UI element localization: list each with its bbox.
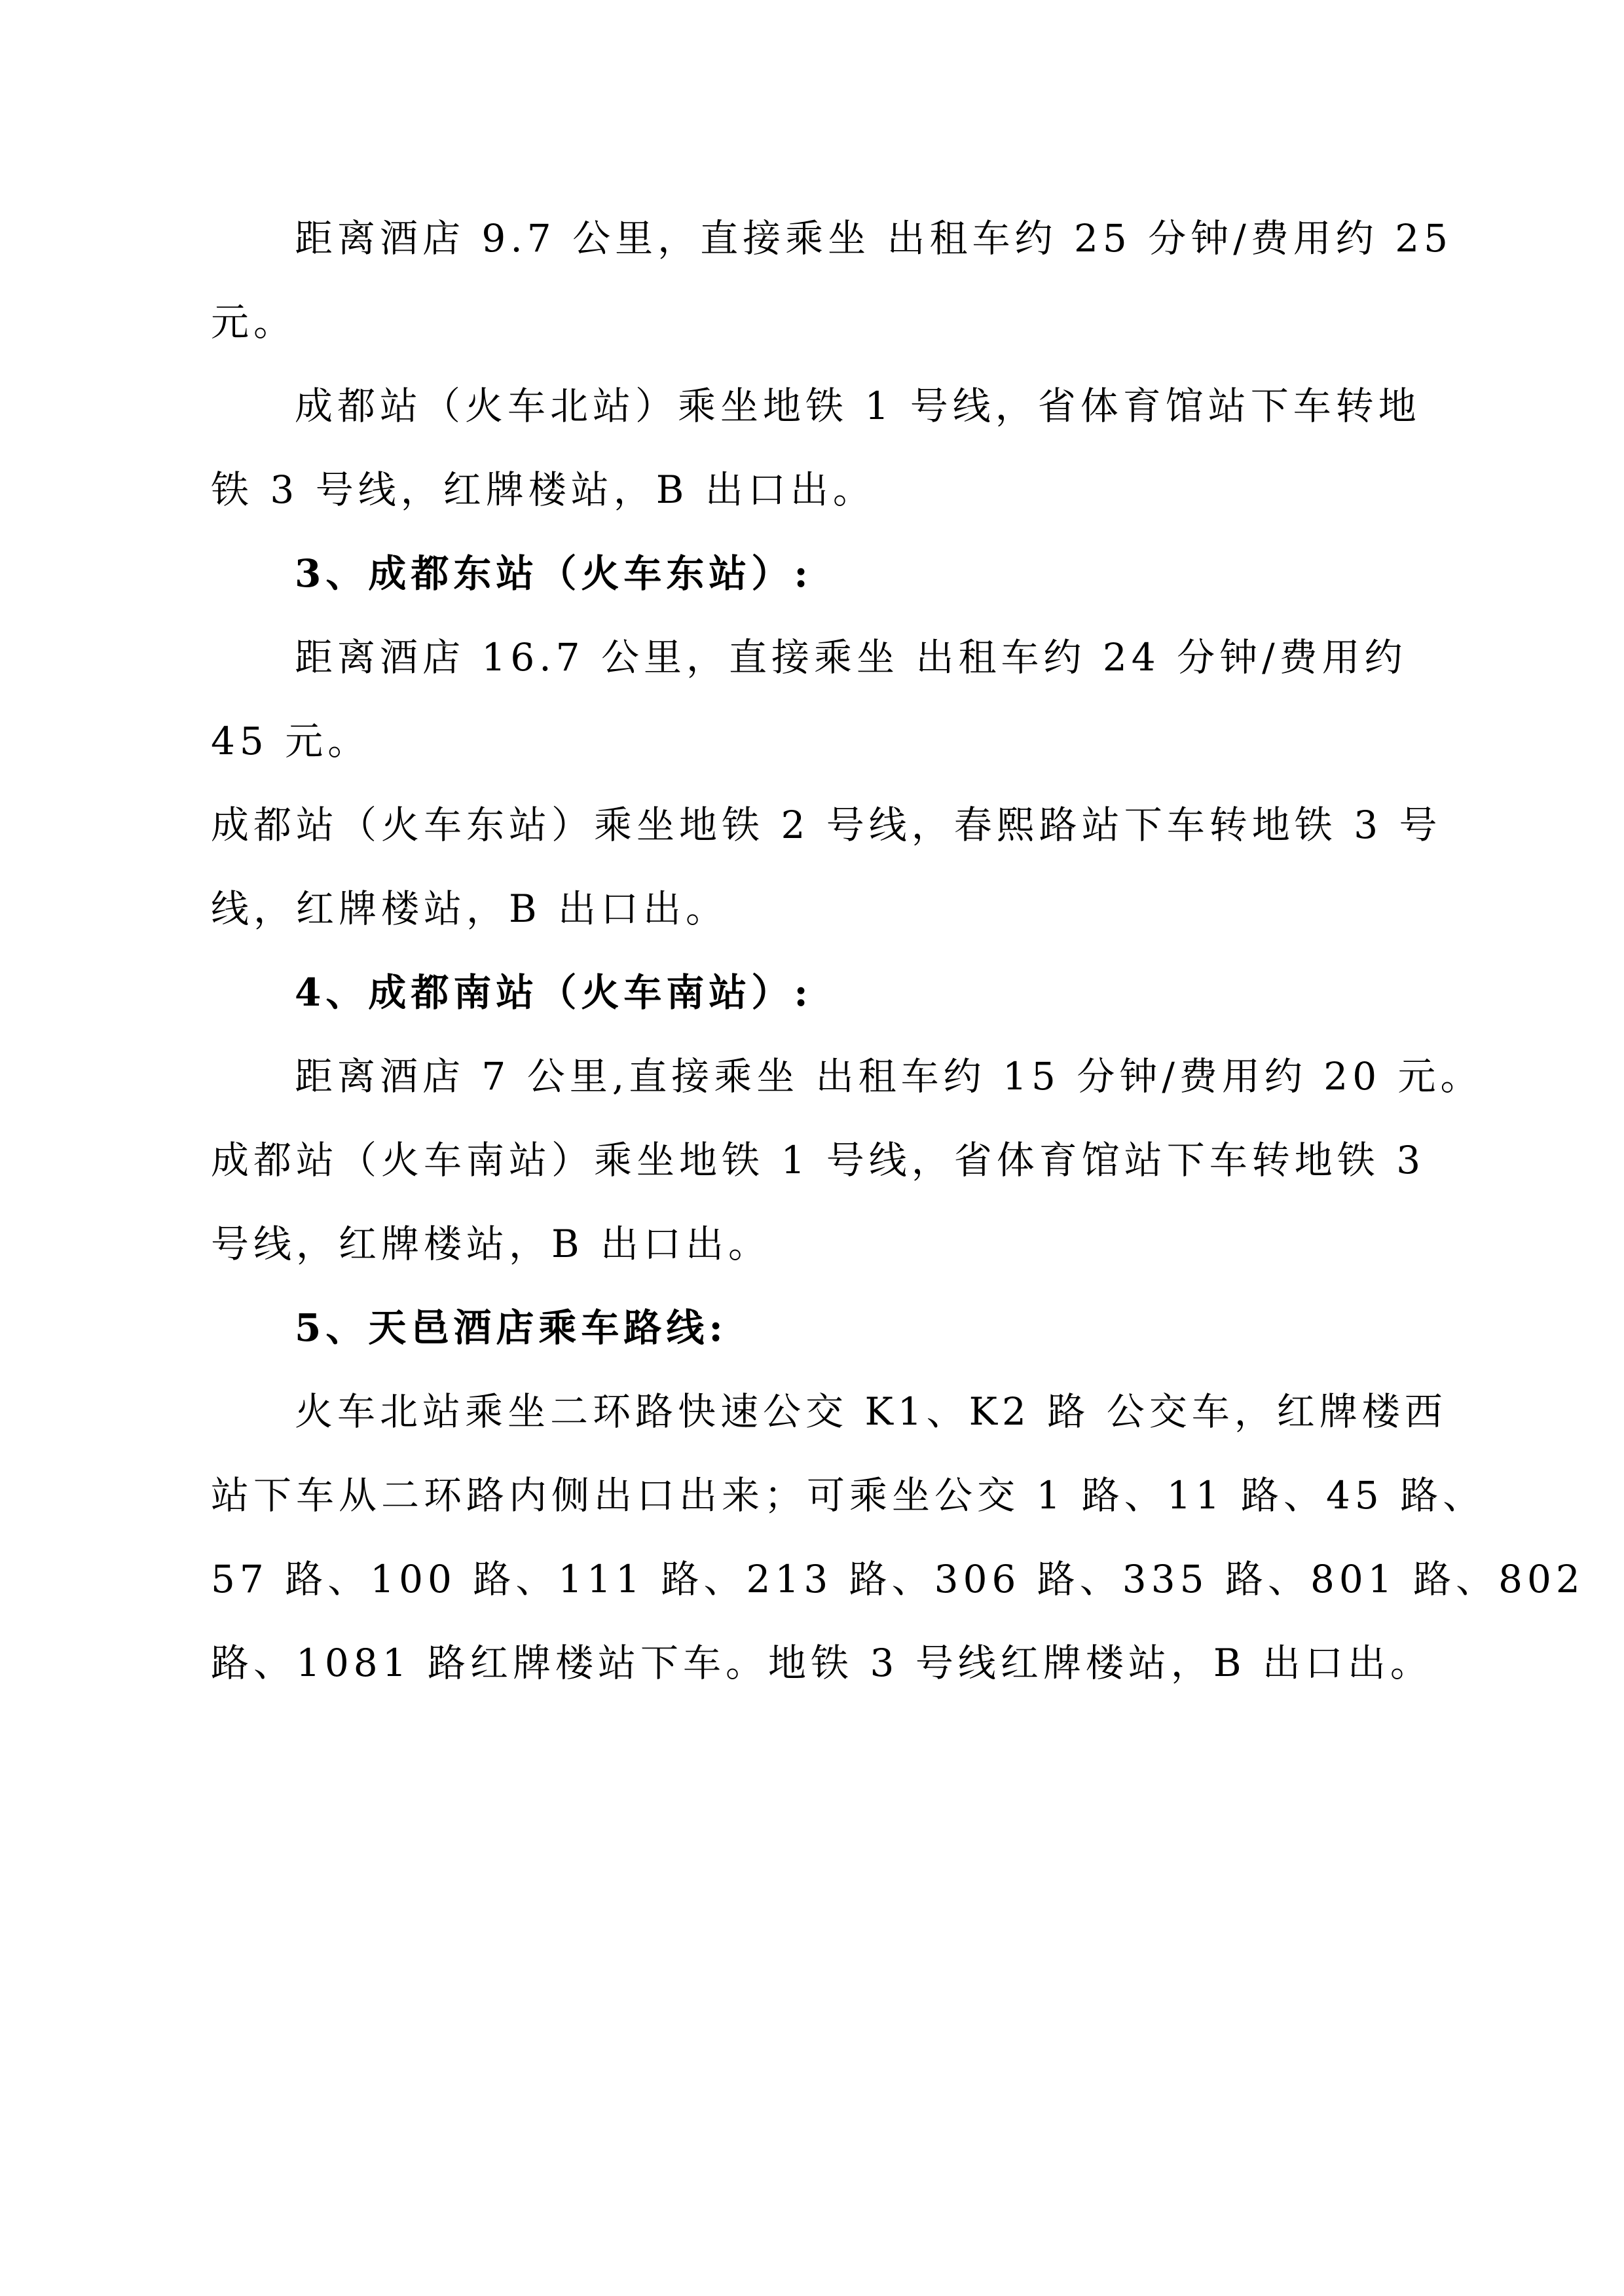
north-station-metro-text-cont: 铁 3 号线，红牌楼站，B 出口出。 (211, 467, 876, 512)
south-station-heading: 4、成都南站（火车南站）: (295, 970, 813, 1015)
north-station-metro-text: 成都站（火车北站）乘坐地铁 1 号线，省体育馆站下车转地 (295, 384, 1421, 428)
hotel-route-bus-text-cont-1: 站下车从二环路内侧出口出来；可乘坐公交 1 路、11 路、45 路、 (211, 1473, 1486, 1518)
east-station-distance-text-cont: 45 元。 (211, 719, 371, 763)
south-station-distance-text: 距离酒店 7 公里,直接乘坐 出租车约 15 分钟/费用约 20 元。 (295, 1054, 1483, 1099)
east-station-metro-text-cont: 线，红牌楼站，B 出口出。 (211, 886, 729, 931)
east-station-distance-text: 距离酒店 16.7 公里，直接乘坐 出租车约 24 分钟/费用约 (295, 635, 1407, 680)
hotel-route-bus-text-cont-2: 57 路、100 路、111 路、213 路、306 路、335 路、801 路、802 (211, 1557, 1585, 1601)
east-station-metro-text: 成都站（火车东站）乘坐地铁 2 号线，春熙路站下车转地铁 3 号 (211, 803, 1442, 847)
hotel-route-heading: 5、天邑酒店乘车路线: (295, 1305, 728, 1350)
south-station-metro-text: 成都站（火车南站）乘坐地铁 1 号线，省体育馆站下车转地铁 3 (211, 1138, 1426, 1182)
east-station-heading: 3、成都东站（火车东站）: (295, 551, 813, 596)
north-station-distance-text: 距离酒店 9.7 公里，直接乘坐 出租车约 25 分钟/费用约 25 (295, 216, 1453, 261)
document-body (211, 196, 1585, 1705)
hotel-route-bus-text-cont-3: 路、1081 路红牌楼站下车。地铁 3 号线红牌楼站，B 出口出。 (211, 1641, 1433, 1685)
south-station-metro-text-cont: 号线，红牌楼站，B 出口出。 (211, 1222, 771, 1266)
hotel-route-bus-text: 火车北站乘坐二环路快速公交 K1、K2 路 公交车，红牌楼西 (295, 1389, 1447, 1434)
north-station-distance-text-cont: 元。 (211, 300, 297, 344)
